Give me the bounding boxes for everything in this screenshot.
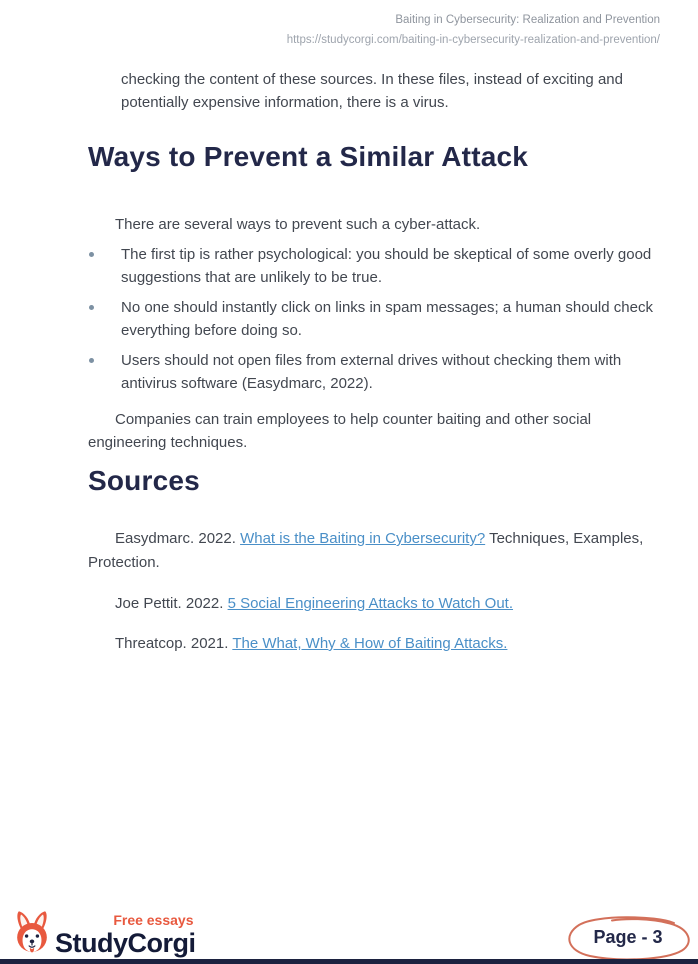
page-number-label: Page - 3 <box>593 926 663 947</box>
source-link[interactable]: What is the Baiting in Cybersecurity? <box>240 530 486 547</box>
running-head-url: https://studycorgi.com/baiting-in-cybersecurity-realization-and-prevention/ <box>286 34 660 46</box>
list-item-text: No one should instantly click on links in spam messages; a human should check everything before doing so. <box>121 299 653 339</box>
bottom-accent-bar <box>0 959 698 964</box>
list-item <box>88 296 660 342</box>
paragraph-closing: Companies can train employees to help counter baiting and other social engineering techniques. <box>88 411 592 451</box>
source-entry <box>88 632 660 656</box>
source-citation-text: Easydmarc. 2022. <box>115 530 241 547</box>
paragraph-intro: There are several ways to prevent such a cyber-attack. <box>115 216 481 233</box>
document-content <box>88 68 660 656</box>
logo-brand-name: StudyCorgi <box>55 928 196 958</box>
source-link[interactable]: 5 Social Engineering Attacks to Watch Out. <box>227 595 514 612</box>
running-head-title: Baiting in Cybersecurity: Realization and Prevention <box>395 14 660 26</box>
page-number-badge <box>564 914 692 960</box>
source-entry <box>88 527 660 575</box>
source-citation-text: Threatcop. 2021. <box>115 635 233 652</box>
studycorgi-logo <box>14 906 196 958</box>
bullet-dot-icon <box>89 252 94 257</box>
source-link[interactable]: The What, Why & How of Baiting Attacks. <box>232 635 508 652</box>
source-citation-text: Techniques, Examples, Protection. <box>88 530 644 571</box>
bullet-dot-icon <box>89 358 94 363</box>
prevention-tips-list <box>88 243 660 395</box>
list-item-text: The first tip is rather psychological: you should be skeptical of some overly good suggestions that are unlikely to be true. <box>121 246 652 286</box>
logo-text <box>55 912 196 958</box>
list-item-text: Users should not open files from external drives without checking them with antivirus software (Easydmarc, 2022). <box>121 352 622 392</box>
source-entry <box>88 592 660 616</box>
corgi-icon <box>14 906 50 958</box>
list-item <box>88 349 660 395</box>
section-heading-sources: Sources <box>88 465 200 496</box>
bullet-dot-icon <box>89 305 94 310</box>
list-item <box>88 243 660 289</box>
source-citation-text: Joe Pettit. 2022. <box>115 595 228 612</box>
paragraph-continuation: checking the content of these sources. In these files, instead of exciting and potentially expensive information, there is a virus. <box>121 71 623 111</box>
logo-tagline: Free essays <box>113 912 194 928</box>
section-heading-prevention: Ways to Prevent a Similar Attack <box>88 141 529 172</box>
running-head <box>0 0 698 50</box>
